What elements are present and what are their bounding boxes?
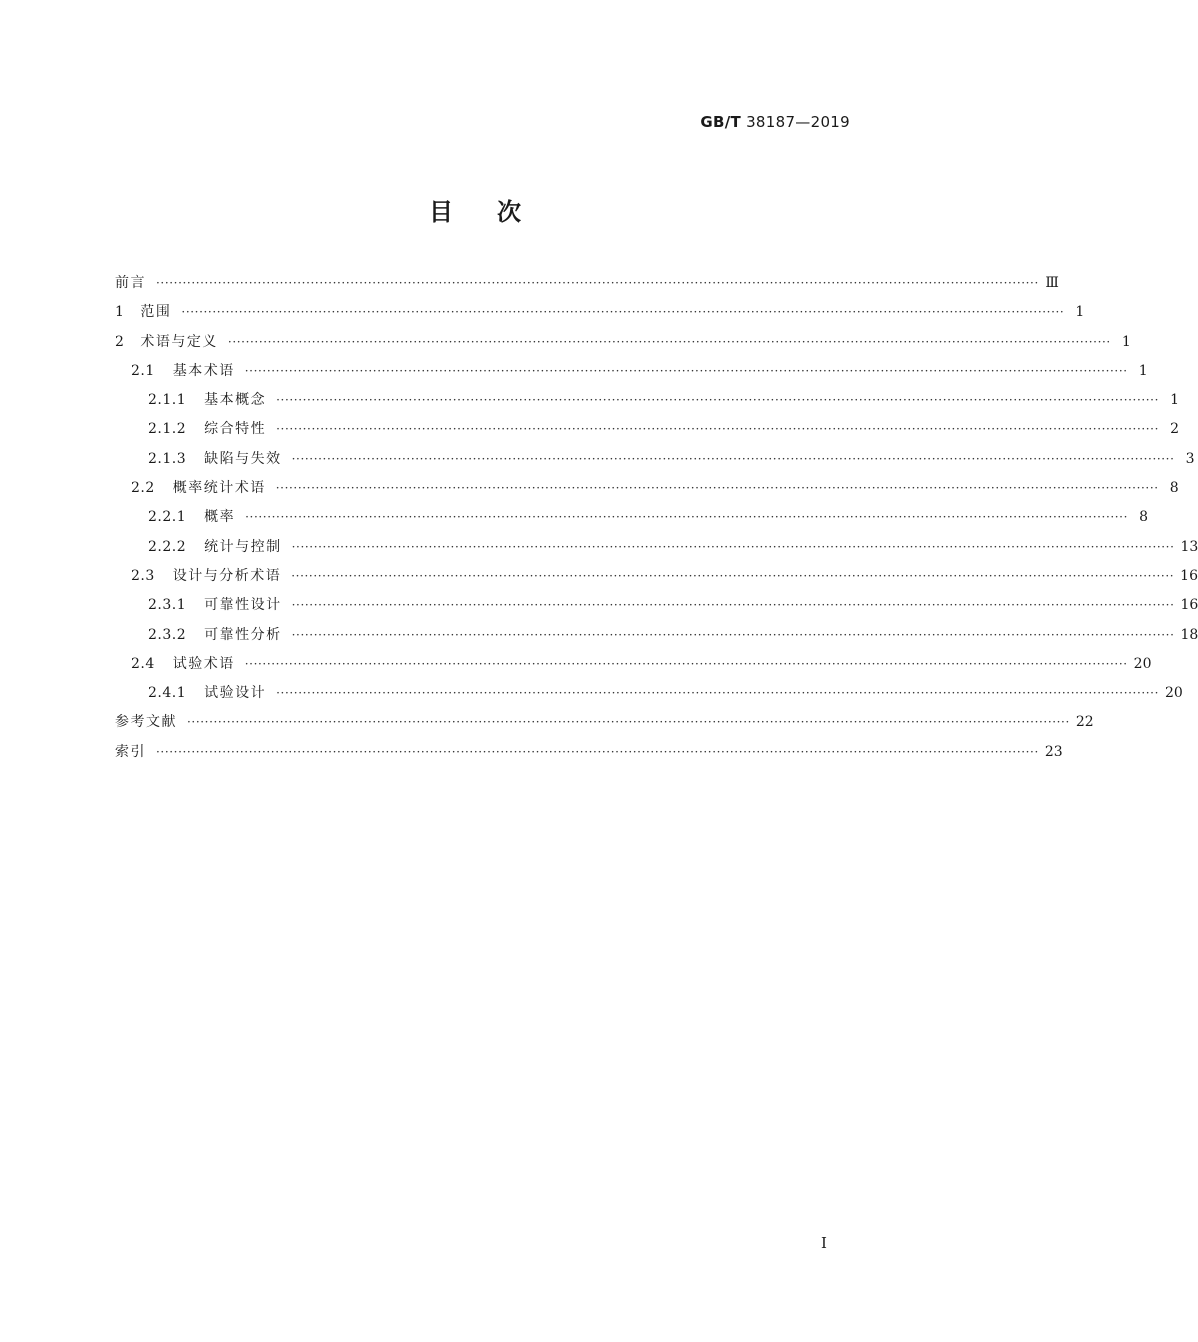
toc-entry-number: 2.1.2 — [148, 421, 187, 438]
toc-entry-page: Ⅲ — [1045, 275, 1059, 291]
toc-entry-number: 2.2.2 — [148, 538, 187, 555]
toc-entry-page: 18 — [1180, 626, 1198, 643]
toc-entry[interactable] — [115, 533, 1198, 562]
toc-entry[interactable] — [115, 269, 1059, 298]
toc-entry-page: 3 — [1185, 450, 1195, 467]
toc-entry-number: 2.3 — [131, 567, 155, 584]
toc-entry-title: 可靠性设计 — [204, 597, 282, 614]
toc-dot-leader: ········································································································································································································ — [276, 393, 1160, 408]
toc-entry[interactable] — [115, 298, 1085, 327]
toc-dot-leader: ········································································································································································································ — [244, 656, 1128, 671]
toc-entry-title: 参考文献 — [115, 714, 177, 731]
toc-dot-leader: ········································································································································································································ — [275, 481, 1159, 496]
toc-dot-leader: ········································································································································································································ — [291, 627, 1175, 642]
toc-entry[interactable] — [115, 621, 1198, 650]
toc-entry[interactable] — [115, 650, 1152, 679]
toc-entry-title: 概率 — [204, 509, 236, 526]
toc-dot-leader: ········································································································································································································ — [276, 422, 1160, 437]
toc-entry[interactable] — [115, 328, 1131, 357]
toc-dot-leader: ········································································································································································································ — [291, 539, 1175, 554]
toc-dot-leader: ········································································································································································································ — [156, 744, 1039, 759]
page-number: I — [821, 1234, 827, 1252]
toc-entry-number: 2.1.1 — [148, 392, 187, 409]
toc-entry-title: 术语与定义 — [140, 333, 218, 350]
toc-entry-page: 8 — [1139, 509, 1149, 526]
toc-entry-page: 1 — [1121, 333, 1131, 350]
toc-dot-leader: ········································································································································································································ — [291, 451, 1175, 466]
table-of-contents — [115, 269, 1198, 767]
toc-dot-leader: ········································································································································································································ — [245, 510, 1129, 525]
toc-entry[interactable] — [115, 708, 1094, 737]
toc-entry-title: 可靠性分析 — [204, 626, 282, 643]
toc-entry[interactable] — [115, 474, 1179, 503]
toc-entry-title: 基本概念 — [204, 392, 267, 409]
standard-code — [700, 113, 850, 131]
toc-entry-number: 2.2 — [131, 480, 155, 497]
toc-entry-title: 范围 — [140, 304, 172, 321]
toc-entry-title: 综合特性 — [204, 421, 267, 438]
toc-entry-title: 概率统计术语 — [172, 480, 266, 497]
toc-entry[interactable] — [115, 562, 1198, 591]
toc-entry-number: 2.1.3 — [148, 450, 187, 467]
toc-entry-title: 索引 — [115, 743, 146, 760]
toc-entry[interactable] — [115, 503, 1149, 532]
toc-entry[interactable] — [115, 738, 1063, 767]
toc-entry-number: 2.4.1 — [148, 685, 187, 702]
toc-entry-page: 8 — [1169, 480, 1179, 497]
toc-entry-page: 16 — [1180, 567, 1198, 584]
toc-entry-page: 20 — [1133, 655, 1152, 672]
toc-entry-page: 1 — [1170, 392, 1180, 409]
toc-entry[interactable] — [115, 679, 1183, 708]
toc-entry-title: 基本术语 — [172, 362, 235, 379]
toc-entry-title: 试验术语 — [172, 655, 235, 672]
toc-entry-number: 2.2.1 — [148, 509, 187, 526]
toc-entry-title: 设计与分析术语 — [172, 567, 282, 584]
toc-entry[interactable] — [115, 445, 1195, 474]
toc-dot-leader: ········································································································································································································ — [227, 334, 1111, 349]
toc-dot-leader: ········································································································································································································ — [181, 305, 1065, 320]
toc-entry-page: 20 — [1165, 685, 1183, 702]
toc-dot-leader: ········································································································································································································ — [244, 363, 1128, 378]
toc-entry-page: 13 — [1180, 538, 1198, 555]
toc-dot-leader: ········································································································································································································ — [187, 715, 1070, 730]
toc-entry-page: 23 — [1044, 743, 1063, 760]
standard-number: 38187—2019 — [746, 113, 850, 131]
page-title: 目次 — [429, 198, 565, 226]
toc-dot-leader: ········································································································································································································ — [291, 568, 1175, 583]
toc-entry-page: 16 — [1180, 597, 1198, 614]
toc-entry-number: 2.3.1 — [148, 597, 187, 614]
toc-dot-leader: ········································································································································································································ — [291, 598, 1175, 613]
toc-entry[interactable] — [115, 386, 1180, 415]
toc-entry-page: 2 — [1170, 421, 1180, 438]
standard-prefix: GB/T — [700, 113, 742, 131]
toc-entry-title: 试验设计 — [204, 685, 267, 702]
toc-entry-page: 22 — [1075, 714, 1094, 731]
toc-entry-page: 1 — [1138, 362, 1148, 379]
toc-entry-title: 缺陷与失效 — [204, 450, 282, 467]
toc-entry-number: 2.1 — [131, 362, 155, 379]
toc-entry-number: 1 — [115, 304, 125, 321]
toc-entry[interactable] — [115, 591, 1198, 620]
toc-entry[interactable] — [115, 415, 1180, 444]
toc-dot-leader: ········································································································································································································ — [156, 276, 1039, 290]
toc-entry-number: 2.3.2 — [148, 626, 187, 643]
toc-entry[interactable] — [115, 357, 1148, 386]
toc-entry-number: 2 — [115, 333, 125, 350]
toc-entry-title: 统计与控制 — [204, 538, 282, 555]
toc-entry-number: 2.4 — [131, 655, 155, 672]
toc-dot-leader: ········································································································································································································ — [276, 686, 1160, 701]
toc-entry-title: 前言 — [115, 275, 146, 291]
toc-entry-page: 1 — [1075, 304, 1085, 321]
